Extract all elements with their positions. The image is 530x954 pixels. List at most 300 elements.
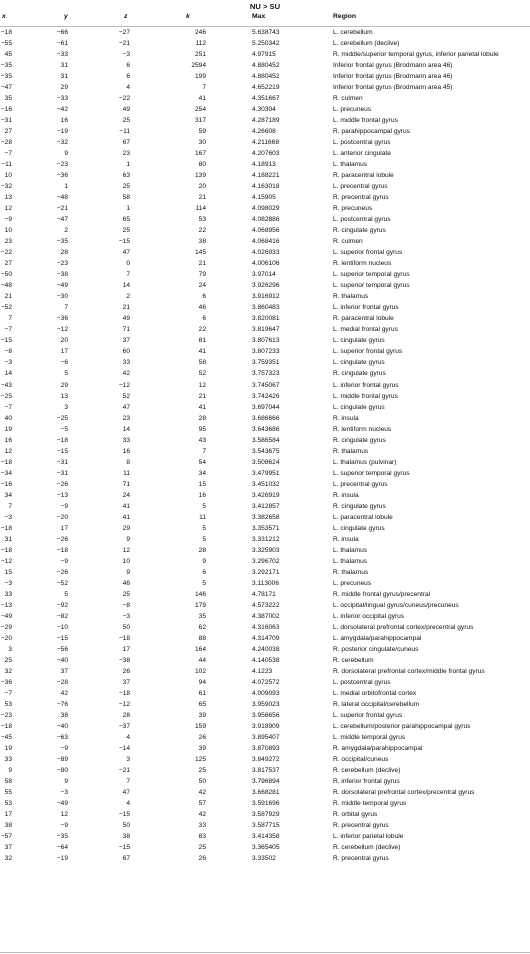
cell-z: 4 bbox=[126, 84, 130, 92]
cell-z: 60 bbox=[122, 348, 130, 356]
cell-region: Inferior frontal gyrus (Brodmann area 46) bbox=[333, 73, 453, 81]
table-row bbox=[0, 181, 530, 192]
cell-x: 53 bbox=[4, 700, 12, 708]
cell-region: R. paracentral lobule bbox=[333, 172, 394, 180]
table-row bbox=[0, 655, 530, 666]
cell-x: 10 bbox=[4, 227, 12, 235]
cell-max: 3.479951 bbox=[252, 469, 280, 477]
cell-y: −56 bbox=[56, 645, 68, 653]
header-max: Max bbox=[252, 13, 266, 20]
cell-x: 14 bbox=[4, 370, 12, 378]
table-row bbox=[0, 721, 530, 732]
cell-region: L. superior frontal gyrus bbox=[333, 348, 403, 356]
cell-y: −9 bbox=[60, 822, 68, 830]
cell-region: R. lentiform nucleus bbox=[333, 425, 392, 433]
cell-z: −8 bbox=[122, 601, 130, 609]
cell-max: 4.188221 bbox=[252, 172, 280, 180]
cell-z: 46 bbox=[122, 579, 130, 587]
table-row bbox=[0, 820, 530, 831]
cell-max: 3.353571 bbox=[252, 524, 280, 532]
cell-k: 251 bbox=[194, 51, 206, 59]
cell-region: L. inferior frontal gyrus bbox=[333, 304, 399, 312]
cell-region: L. inferior parietal lobule bbox=[333, 833, 404, 841]
cell-z: 12 bbox=[122, 546, 130, 554]
cell-k: 7 bbox=[202, 447, 206, 455]
cell-k: 246 bbox=[194, 29, 206, 36]
cell-max: 4.068956 bbox=[252, 227, 280, 235]
table-row bbox=[0, 126, 530, 137]
cell-y: 2 bbox=[64, 227, 68, 235]
table-row bbox=[0, 38, 530, 49]
cell-region: L. thalamus bbox=[333, 546, 368, 554]
cell-z: −12 bbox=[118, 700, 130, 708]
cell-max: 4.26608 bbox=[252, 128, 276, 136]
cell-max: 5.250342 bbox=[252, 40, 280, 48]
cell-k: 15 bbox=[198, 480, 206, 488]
cell-max: 4.026933 bbox=[252, 249, 280, 257]
cell-y: 13 bbox=[60, 392, 68, 400]
cell-x: −16 bbox=[0, 480, 12, 488]
cell-z: 9 bbox=[126, 568, 130, 576]
header-region: Region bbox=[333, 13, 357, 20]
cell-x: 16 bbox=[4, 436, 12, 444]
cell-max: 4.314709 bbox=[252, 634, 280, 642]
cell-max: 3.97014 bbox=[252, 271, 276, 279]
cell-x: 25 bbox=[4, 656, 12, 664]
cell-k: 21 bbox=[198, 194, 206, 202]
cell-y: 9 bbox=[64, 778, 68, 786]
cell-region: L. thalamus bbox=[333, 557, 368, 565]
table-row bbox=[0, 468, 530, 479]
cell-k: 95 bbox=[198, 425, 206, 433]
cell-max: 3.586584 bbox=[252, 436, 280, 444]
table-row bbox=[0, 644, 530, 655]
cell-z: 50 bbox=[122, 623, 130, 631]
cell-y: 17 bbox=[60, 524, 68, 532]
cell-region: R. orbital gyrus bbox=[333, 811, 378, 819]
cell-k: 179 bbox=[194, 601, 206, 609]
cell-z: 67 bbox=[122, 855, 130, 863]
cell-max: 3.817537 bbox=[252, 767, 280, 775]
cell-x: 7 bbox=[8, 502, 12, 510]
cell-x: −45 bbox=[0, 734, 12, 741]
cell-x: −52 bbox=[0, 304, 12, 312]
cell-max: 3.926296 bbox=[252, 282, 280, 290]
cell-k: 26 bbox=[198, 734, 206, 741]
cell-y: 17 bbox=[60, 348, 68, 356]
cell-x: −18 bbox=[0, 29, 12, 36]
cell-max: 4.351667 bbox=[252, 95, 280, 103]
cell-k: 5 bbox=[202, 579, 206, 587]
cell-max: 4.97915 bbox=[252, 51, 276, 59]
cell-region: L. cingulate gyrus bbox=[333, 359, 385, 367]
cell-k: 58 bbox=[198, 359, 206, 367]
cell-region: L. medial orbitofrontal cortex bbox=[333, 689, 417, 697]
cell-max: 4.573222 bbox=[252, 601, 280, 609]
cell-x: 3 bbox=[8, 645, 12, 653]
table-row bbox=[0, 236, 530, 247]
cell-x: −49 bbox=[0, 612, 12, 620]
table-row bbox=[0, 545, 530, 556]
cell-z: 4 bbox=[126, 800, 130, 808]
cell-max: 3.820081 bbox=[252, 315, 280, 323]
cell-y: −48 bbox=[56, 194, 68, 202]
cell-z: 1 bbox=[126, 205, 130, 213]
cell-x: 27 bbox=[4, 128, 12, 136]
cell-max: 4.068416 bbox=[252, 238, 280, 246]
cell-x: 12 bbox=[4, 205, 12, 213]
table-row bbox=[0, 666, 530, 677]
cell-region: L. postcentral gyrus bbox=[333, 216, 391, 224]
cell-region: L. superior temporal gyrus bbox=[333, 469, 410, 477]
cell-z: 47 bbox=[122, 403, 130, 411]
cell-z: 42 bbox=[122, 370, 130, 378]
table-row bbox=[0, 457, 530, 468]
cell-y: 38 bbox=[60, 711, 68, 719]
cell-z: 49 bbox=[122, 315, 130, 323]
cell-y: 29 bbox=[60, 381, 68, 389]
cell-z: 47 bbox=[122, 789, 130, 797]
cell-k: 254 bbox=[194, 106, 206, 114]
cell-x: 37 bbox=[4, 844, 12, 852]
table-row bbox=[0, 424, 530, 435]
cell-max: 4.316063 bbox=[252, 623, 280, 631]
cell-k: 12 bbox=[198, 381, 206, 389]
table-row bbox=[0, 589, 530, 600]
cell-max: 3.807233 bbox=[252, 348, 280, 356]
table-row bbox=[0, 501, 530, 512]
cell-y: 1 bbox=[64, 183, 68, 191]
cell-max: 3.414358 bbox=[252, 833, 280, 841]
cell-y: 5 bbox=[64, 590, 68, 598]
cell-k: 35 bbox=[198, 612, 206, 620]
cell-region: R. dorsolateral prefrontal cortex/precentral gyrus bbox=[333, 789, 475, 797]
cell-z: 16 bbox=[122, 447, 130, 455]
cell-x: −18 bbox=[0, 524, 12, 532]
cell-z: 37 bbox=[122, 337, 130, 345]
cell-max: 3.759351 bbox=[252, 359, 280, 367]
cell-y: 31 bbox=[60, 62, 68, 70]
cell-y: −20 bbox=[56, 513, 68, 521]
cell-k: 21 bbox=[198, 260, 206, 268]
cell-z: −11 bbox=[119, 128, 130, 136]
cell-max: 4.15905 bbox=[252, 194, 276, 202]
cell-x: −7 bbox=[4, 150, 12, 158]
cell-max: 4.140538 bbox=[252, 656, 280, 664]
cell-max: 4.098029 bbox=[252, 205, 280, 213]
table-row bbox=[0, 368, 530, 379]
cell-k: 21 bbox=[198, 392, 206, 400]
cell-k: 34 bbox=[198, 469, 206, 477]
table-row bbox=[0, 170, 530, 181]
cell-max: 4.163018 bbox=[252, 183, 280, 191]
cell-z: 65 bbox=[122, 216, 130, 224]
cell-z: 67 bbox=[122, 139, 130, 147]
cell-region: R. cingulate gyrus bbox=[333, 436, 386, 444]
table-row bbox=[0, 556, 530, 567]
cell-y: 7 bbox=[64, 304, 68, 312]
cell-z: 41 bbox=[122, 502, 130, 510]
cell-max: 4.082886 bbox=[252, 216, 280, 224]
cell-k: 146 bbox=[194, 590, 206, 598]
cell-k: 57 bbox=[198, 800, 206, 808]
table-row bbox=[0, 809, 530, 820]
table-row bbox=[0, 413, 530, 424]
cell-y: −35 bbox=[56, 833, 68, 841]
cell-y: 5 bbox=[64, 370, 68, 378]
table-row bbox=[0, 600, 530, 611]
cell-z: 25 bbox=[122, 227, 130, 235]
cell-max: 4.880452 bbox=[252, 62, 280, 70]
cell-x: −7 bbox=[4, 689, 12, 697]
table-bottom-rule bbox=[0, 952, 530, 953]
cell-z: 8 bbox=[126, 458, 130, 466]
cell-k: 28 bbox=[198, 414, 206, 422]
cell-region: L. medial frontal gyrus bbox=[333, 326, 398, 334]
cell-x: 27 bbox=[4, 260, 12, 268]
cell-max: 3.697044 bbox=[252, 403, 280, 411]
cell-z: 71 bbox=[122, 480, 130, 488]
table-row bbox=[0, 523, 530, 534]
header-y: y bbox=[64, 13, 68, 20]
cell-region: L. middle temporal gyrus bbox=[333, 734, 406, 741]
cell-x: −7 bbox=[4, 403, 12, 411]
cell-max: 3.668281 bbox=[252, 789, 280, 797]
cell-x: −47 bbox=[0, 84, 12, 92]
cell-k: 42 bbox=[198, 789, 206, 797]
table-row bbox=[0, 115, 530, 126]
cell-z: 23 bbox=[122, 150, 130, 158]
cell-region: L. superior temporal gyrus bbox=[333, 282, 410, 290]
cell-max: 4.211668 bbox=[252, 139, 280, 147]
cell-y: −38 bbox=[56, 271, 68, 279]
cell-max: 3.807613 bbox=[252, 337, 280, 345]
cell-max: 4.18913 bbox=[252, 161, 276, 169]
cell-region: L. cingulate gyrus bbox=[333, 337, 385, 345]
cell-region: R. thalamus bbox=[333, 447, 369, 455]
cell-k: 94 bbox=[198, 678, 206, 686]
cell-z: −15 bbox=[118, 811, 130, 819]
cell-region: L. superior temporal gyrus bbox=[333, 271, 410, 279]
cell-z: 58 bbox=[122, 194, 130, 202]
cell-region: R. cerebellum (declive) bbox=[333, 767, 401, 775]
cell-x: 7 bbox=[8, 315, 12, 323]
table-row bbox=[0, 148, 530, 159]
cell-x: 19 bbox=[4, 745, 12, 753]
cell-region: L. superior frontal gyrus bbox=[333, 711, 403, 719]
table-row bbox=[0, 732, 530, 743]
cell-z: 71 bbox=[122, 326, 130, 334]
table-row bbox=[0, 512, 530, 523]
cell-k: 26 bbox=[198, 855, 206, 863]
cell-k: 159 bbox=[194, 722, 206, 730]
table-row bbox=[0, 192, 530, 203]
table-header bbox=[0, 13, 530, 27]
cell-z: 33 bbox=[122, 359, 130, 367]
table-row bbox=[0, 479, 530, 490]
cell-region: R. middle/superior temporal gyrus, inferior parietal lobule bbox=[333, 51, 499, 59]
cell-region: R. amygdala/parahippocampal bbox=[333, 745, 423, 753]
cell-region: R. culmen bbox=[333, 95, 363, 103]
cell-x: −34 bbox=[0, 469, 12, 477]
cell-x: −31 bbox=[0, 117, 12, 125]
cell-region: L. amygdala/parahippocampal bbox=[333, 634, 422, 642]
cell-x: 9 bbox=[8, 767, 12, 775]
cell-max: 3.33502 bbox=[252, 855, 276, 863]
cell-max: 3.587715 bbox=[252, 822, 280, 830]
table-row bbox=[0, 291, 530, 302]
cell-x: −18 bbox=[0, 458, 12, 466]
cell-region: R. cingulate gyrus bbox=[333, 227, 386, 235]
cell-y: −36 bbox=[56, 172, 68, 180]
cell-k: 22 bbox=[198, 326, 206, 334]
cell-z: −38 bbox=[118, 656, 130, 664]
cell-max: 3.331212 bbox=[252, 535, 280, 543]
cell-y: −49 bbox=[56, 800, 68, 808]
cell-z: 29 bbox=[122, 524, 130, 532]
cell-max: 3.325903 bbox=[252, 546, 280, 554]
cell-max: 4.287189 bbox=[252, 117, 280, 125]
cell-region: R. precuneus bbox=[333, 205, 373, 213]
cell-y: −25 bbox=[56, 414, 68, 422]
cell-z: 25 bbox=[122, 590, 130, 598]
cell-max: 4.240038 bbox=[252, 645, 280, 653]
cell-region: L. precuneus bbox=[333, 579, 372, 587]
cell-region: L. cerebellum/posterior parahippocampal gyrus bbox=[333, 722, 471, 730]
cell-region: L. inferior frontal gyrus bbox=[333, 381, 399, 389]
cell-k: 11 bbox=[199, 513, 206, 521]
cell-y: 16 bbox=[60, 117, 68, 125]
cell-y: −28 bbox=[56, 678, 68, 686]
header-x: x bbox=[2, 13, 6, 20]
cell-region: R. inferior frontal gyrus bbox=[333, 778, 400, 786]
cell-region: L. thalamus (pulvinar) bbox=[333, 458, 397, 466]
cell-y: −40 bbox=[56, 656, 68, 664]
table-row bbox=[0, 534, 530, 545]
cell-y: −18 bbox=[56, 546, 68, 554]
cell-region: L. dorsolateral prefrontal cortex/precentral gyrus bbox=[333, 623, 474, 631]
table-row bbox=[0, 258, 530, 269]
table-row bbox=[0, 203, 530, 214]
cell-x: 21 bbox=[4, 293, 12, 301]
cell-y: −35 bbox=[56, 238, 68, 246]
table-row bbox=[0, 831, 530, 842]
cell-x: −3 bbox=[4, 359, 12, 367]
cell-y: −21 bbox=[56, 205, 68, 213]
cell-k: 54 bbox=[198, 458, 206, 466]
table-row bbox=[0, 324, 530, 335]
table-row bbox=[0, 776, 530, 787]
cell-region: R. cingulate gyrus bbox=[333, 370, 386, 378]
cell-x: 32 bbox=[4, 667, 12, 675]
cell-y: −63 bbox=[56, 734, 68, 741]
cell-x: 40 bbox=[4, 414, 12, 422]
table-row bbox=[0, 446, 530, 457]
cell-z: −14 bbox=[118, 745, 130, 753]
cell-k: 20 bbox=[198, 183, 206, 191]
cell-x: −7 bbox=[4, 326, 12, 334]
cell-x: 58 bbox=[4, 778, 12, 786]
cell-k: 33 bbox=[198, 822, 206, 830]
cell-y: −32 bbox=[56, 139, 68, 147]
cell-y: −9 bbox=[60, 502, 68, 510]
cell-k: 62 bbox=[198, 623, 206, 631]
table-row bbox=[0, 435, 530, 446]
cell-z: −22 bbox=[118, 95, 130, 103]
cell-z: 7 bbox=[126, 778, 130, 786]
cell-y: 9 bbox=[64, 150, 68, 158]
cell-z: −3 bbox=[122, 612, 130, 620]
cell-z: −15 bbox=[118, 238, 130, 246]
table-row bbox=[0, 710, 530, 721]
cell-z: 9 bbox=[126, 535, 130, 543]
cell-y: −33 bbox=[56, 95, 68, 103]
cell-region: L. superior frontal gyrus bbox=[333, 249, 403, 257]
cell-max: 3.643686 bbox=[252, 425, 280, 433]
table-row bbox=[0, 27, 530, 38]
cell-k: 79 bbox=[198, 271, 206, 279]
cell-max: 3.745067 bbox=[252, 381, 280, 389]
table-row bbox=[0, 787, 530, 798]
cell-max: 3.451032 bbox=[252, 480, 280, 488]
cell-k: 199 bbox=[194, 73, 206, 81]
cell-region: L. postcentral gyrus bbox=[333, 678, 391, 686]
cell-region: R. thalamus bbox=[333, 568, 369, 576]
cell-max: 3.849272 bbox=[252, 756, 280, 764]
cell-x: −35 bbox=[0, 73, 12, 81]
cell-k: 52 bbox=[198, 370, 206, 378]
cell-x: 31 bbox=[4, 535, 12, 543]
cell-x: −3 bbox=[4, 579, 12, 587]
cell-y: −18 bbox=[56, 436, 68, 444]
cell-y: −33 bbox=[56, 51, 68, 59]
cell-max: 3.796894 bbox=[252, 778, 280, 786]
table-row bbox=[0, 225, 530, 236]
table-row bbox=[0, 380, 530, 391]
cell-z: 52 bbox=[122, 392, 130, 400]
cell-region: R. cingulate gyrus bbox=[333, 502, 386, 510]
cell-k: 41 bbox=[198, 348, 206, 356]
cell-max: 3.382658 bbox=[252, 513, 280, 521]
cell-k: 22 bbox=[198, 227, 206, 235]
cell-y: 3 bbox=[64, 403, 68, 411]
header-z: z bbox=[124, 13, 128, 20]
cell-k: 39 bbox=[198, 745, 206, 753]
table-row bbox=[0, 842, 530, 853]
cell-region: R. middle frontal gyrus/precentral bbox=[333, 590, 431, 598]
cell-max: 3.959023 bbox=[252, 700, 280, 708]
cell-z: 14 bbox=[122, 282, 130, 290]
cell-max: 3.543675 bbox=[252, 447, 280, 455]
cell-z: 14 bbox=[122, 425, 130, 433]
table-row bbox=[0, 346, 530, 357]
cell-y: −42 bbox=[56, 106, 68, 114]
cell-region: R. insula bbox=[333, 535, 359, 543]
cell-region: R. lateral occipital/cerebellum bbox=[333, 700, 420, 708]
cell-region: R. dorsolateral prefrontal cortex/middle frontal gyrus bbox=[333, 667, 485, 675]
cell-y: −15 bbox=[56, 634, 68, 642]
cell-y: −3 bbox=[60, 789, 68, 797]
cell-x: −18 bbox=[0, 546, 12, 554]
cell-x: 33 bbox=[4, 756, 12, 764]
cell-max: 4.072572 bbox=[252, 678, 280, 686]
cell-z: 26 bbox=[122, 667, 130, 675]
cell-x: −36 bbox=[0, 678, 12, 686]
cell-region: R. precentral gyrus bbox=[333, 822, 389, 830]
cell-x: 32 bbox=[4, 855, 12, 863]
cell-y: −80 bbox=[56, 767, 68, 775]
cell-x: −16 bbox=[0, 106, 12, 114]
